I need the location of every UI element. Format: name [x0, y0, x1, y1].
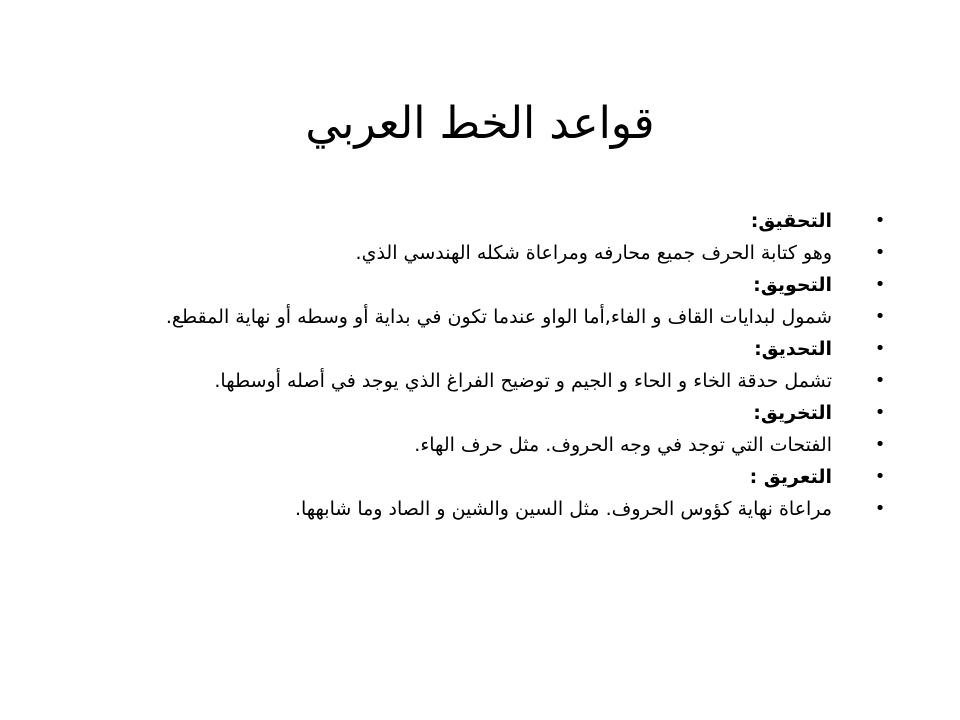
term-heading: التخريق: [753, 402, 832, 424]
bullet-icon: • [874, 242, 886, 263]
term-definition: الفتحات التي توجد في وجه الحروف. مثل حرف الهاء. [414, 434, 832, 456]
term-heading: التحقيق: [750, 210, 832, 232]
bullet-icon: • [874, 402, 886, 423]
bullet-icon: • [874, 274, 886, 295]
term-definition: تشمل حدقة الخاء و الحاء و الجيم و توضيح الفراغ الذي يوجد في أصله أوسطها. [214, 370, 832, 392]
list-item [60, 461, 890, 493]
term-heading: التعريق : [749, 466, 832, 488]
term-heading: التحويق: [753, 274, 832, 296]
list-item [60, 397, 890, 429]
term-heading: التحديق: [754, 338, 832, 360]
term-definition: شمول لبدايات القاف و الفاء,أما الواو عندما تكون في بداية أو وسطه أو نهاية المقطع. [165, 306, 832, 328]
list-item [60, 365, 890, 397]
bullet-icon: • [874, 370, 886, 391]
term-definition: وهو كتابة الحرف جميع محارفه ومراعاة شكله الهندسي الذي. [355, 242, 832, 264]
list-item [60, 205, 890, 237]
bullet-list [60, 205, 890, 525]
bullet-icon: • [874, 434, 886, 455]
bullet-icon: • [874, 210, 886, 231]
bullet-icon: • [874, 466, 886, 487]
list-item [60, 333, 890, 365]
bullet-icon: • [874, 498, 886, 519]
slide-title: قواعد الخط العربي [305, 98, 655, 149]
list-item [60, 493, 890, 525]
list-item [60, 301, 890, 333]
term-definition: مراعاة نهاية كؤوس الحروف. مثل السين والشين و الصاد وما شابهها. [294, 498, 832, 520]
list-item [60, 237, 890, 269]
bullet-icon: • [874, 338, 886, 359]
bullet-icon: • [874, 306, 886, 327]
list-item [60, 269, 890, 301]
list-item [60, 429, 890, 461]
